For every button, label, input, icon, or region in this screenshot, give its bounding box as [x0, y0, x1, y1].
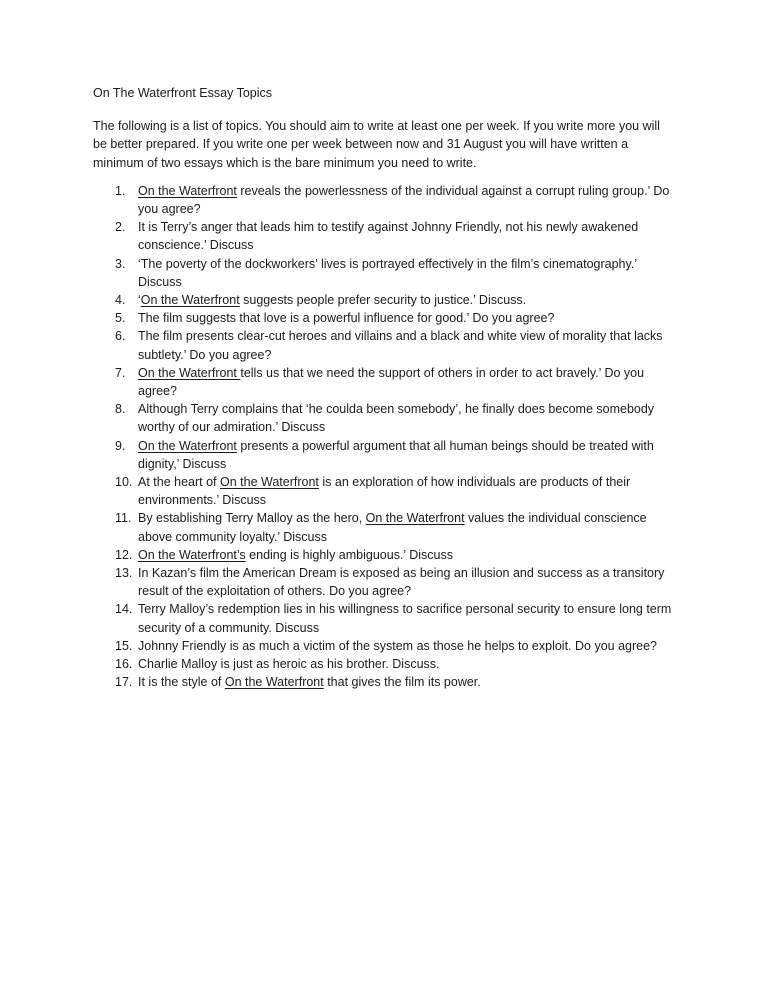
- plain-text-segment: that gives the film its power.: [323, 675, 481, 690]
- item-text: [138, 218, 676, 254]
- item-number: 16.: [115, 657, 133, 672]
- item-number: 11.: [115, 511, 132, 526]
- item-number: 15.: [115, 638, 133, 653]
- underlined-film-title: On the Waterfront: [138, 365, 241, 380]
- underlined-film-title: On the Waterfront: [365, 511, 465, 526]
- plain-text-segment: Charlie Malloy is just as heroic as his brother. Discuss.: [138, 657, 440, 672]
- item-number: 10.: [115, 475, 133, 490]
- item-text: [138, 546, 676, 564]
- item-number: 3.: [115, 256, 126, 271]
- plain-text-segment: At the heart of: [138, 475, 220, 490]
- plain-text-segment: ending is highly ambiguous.’ Discuss: [245, 547, 453, 562]
- plain-text-segment: It is Terry’s anger that leads him to testify against Johnny Friendly, not his newly awakened conscience.’ Discuss: [138, 220, 639, 253]
- plain-text-segment: By establishing Terry Malloy as the hero,: [138, 511, 366, 526]
- item-text: [138, 255, 676, 291]
- plain-text-segment: Although Terry complains that ‘he coulda been somebody’, he finally does become somebody worthy of our admiration.’ Discuss: [138, 402, 655, 435]
- plain-text-segment: Terry Malloy’s redemption lies in his willingness to sacrifice personal security to ensure long term security of a community. Discuss: [138, 602, 672, 635]
- essay-topic-item: [93, 637, 676, 655]
- item-number: 9.: [115, 438, 126, 453]
- essay-topic-item: [93, 327, 676, 363]
- item-text: [138, 437, 676, 473]
- item-number: 1.: [115, 183, 126, 198]
- intro-paragraph: The following is a list of topics. You should aim to write at least one per week. If you write more you will be better prepared. If you write one per week between now and 31 August you will have written a minimum of two essays which is the bare minimum you need to write.: [93, 119, 660, 170]
- item-number: 12.: [115, 547, 133, 562]
- item-number: 14.: [115, 602, 133, 617]
- essay-topic-item: [93, 655, 676, 673]
- item-number: 6.: [115, 329, 126, 344]
- plain-text-segment: reveals the powerlessness of the individual against a corrupt ruling group.’ Do you agree?: [138, 183, 670, 217]
- plain-text-segment: suggests people prefer security to justice.’ Discuss.: [239, 293, 527, 308]
- item-text: [138, 655, 676, 673]
- essay-topic-item: [93, 437, 676, 473]
- item-text: [138, 309, 676, 327]
- item-text: [138, 400, 676, 436]
- item-number: 13.: [115, 566, 133, 581]
- item-text: [138, 291, 676, 309]
- underlined-film-title: On the Waterfront: [140, 293, 240, 308]
- essay-topic-item: [93, 509, 676, 545]
- plain-text-segment: The film suggests that love is a powerful influence for good.’ Do you agree?: [138, 311, 555, 326]
- item-text: [138, 182, 676, 218]
- essay-topic-item: [93, 673, 676, 691]
- plain-text-segment: values the individual conscience above community loyalty.’ Discuss: [138, 511, 647, 544]
- item-text: [138, 327, 676, 363]
- plain-text-segment: presents a powerful argument that all human beings should be treated with dignity,’ Discuss: [138, 438, 654, 471]
- plain-text-segment: is an exploration of how individuals are products of their environments.’ Discuss: [138, 475, 631, 508]
- underlined-film-title: On the Waterfront: [220, 475, 319, 490]
- essay-topic-item: [93, 600, 676, 636]
- essay-topic-item: [93, 218, 676, 254]
- item-number: 4.: [115, 293, 126, 308]
- item-text: [138, 364, 676, 400]
- item-number: 5.: [115, 311, 126, 326]
- item-text: [138, 564, 676, 600]
- essay-topic-item: [93, 473, 676, 509]
- item-text: [138, 673, 676, 691]
- essay-topics-list: [93, 182, 676, 692]
- essay-topic-item: [93, 182, 676, 218]
- essay-topic-item: [93, 291, 676, 309]
- essay-topic-item: [93, 564, 676, 600]
- item-number: 8.: [115, 402, 126, 417]
- plain-text-segment: ‘The poverty of the dockworkers’ lives is portrayed effectively in the film’s cinematography.’ Discuss: [138, 256, 637, 289]
- plain-text-segment: ‘: [138, 293, 141, 308]
- plain-text-segment: Johnny Friendly is as much a victim of the system as those he helps to exploit. Do you agree?: [138, 638, 658, 653]
- item-text: [138, 637, 676, 655]
- plain-text-segment: The film presents clear-cut heroes and villains and a black and white view of morality that lacks subtlety.’ Do you agree?: [138, 329, 663, 362]
- plain-text-segment: tells us that we need the support of others in order to act bravely.’ Do you agree?: [138, 365, 645, 399]
- essay-topic-item: [93, 364, 676, 400]
- essay-topic-item: [93, 546, 676, 564]
- underlined-film-title: On the Waterfront: [224, 675, 324, 690]
- essay-topic-item: [93, 255, 676, 291]
- item-number: 2.: [115, 220, 126, 235]
- plain-text-segment: In Kazan’s film the American Dream is exposed as being an illusion and success as a transitory result of the exploitation of others. Do you agree?: [138, 566, 665, 599]
- plain-text-segment: It is the style of: [138, 675, 225, 690]
- item-text: [138, 600, 676, 636]
- page-title: On The Waterfront Essay Topics: [93, 86, 273, 100]
- underlined-film-title: On the Waterfront: [138, 183, 237, 198]
- underlined-film-title: On the Waterfront: [138, 438, 237, 453]
- underlined-film-title: On the Waterfront’s: [138, 547, 246, 562]
- essay-topic-item: [93, 400, 676, 436]
- item-text: [138, 509, 676, 545]
- item-number: 7.: [115, 365, 126, 380]
- item-text: [138, 473, 676, 509]
- item-number: 17.: [115, 675, 133, 690]
- essay-topic-item: [93, 309, 676, 327]
